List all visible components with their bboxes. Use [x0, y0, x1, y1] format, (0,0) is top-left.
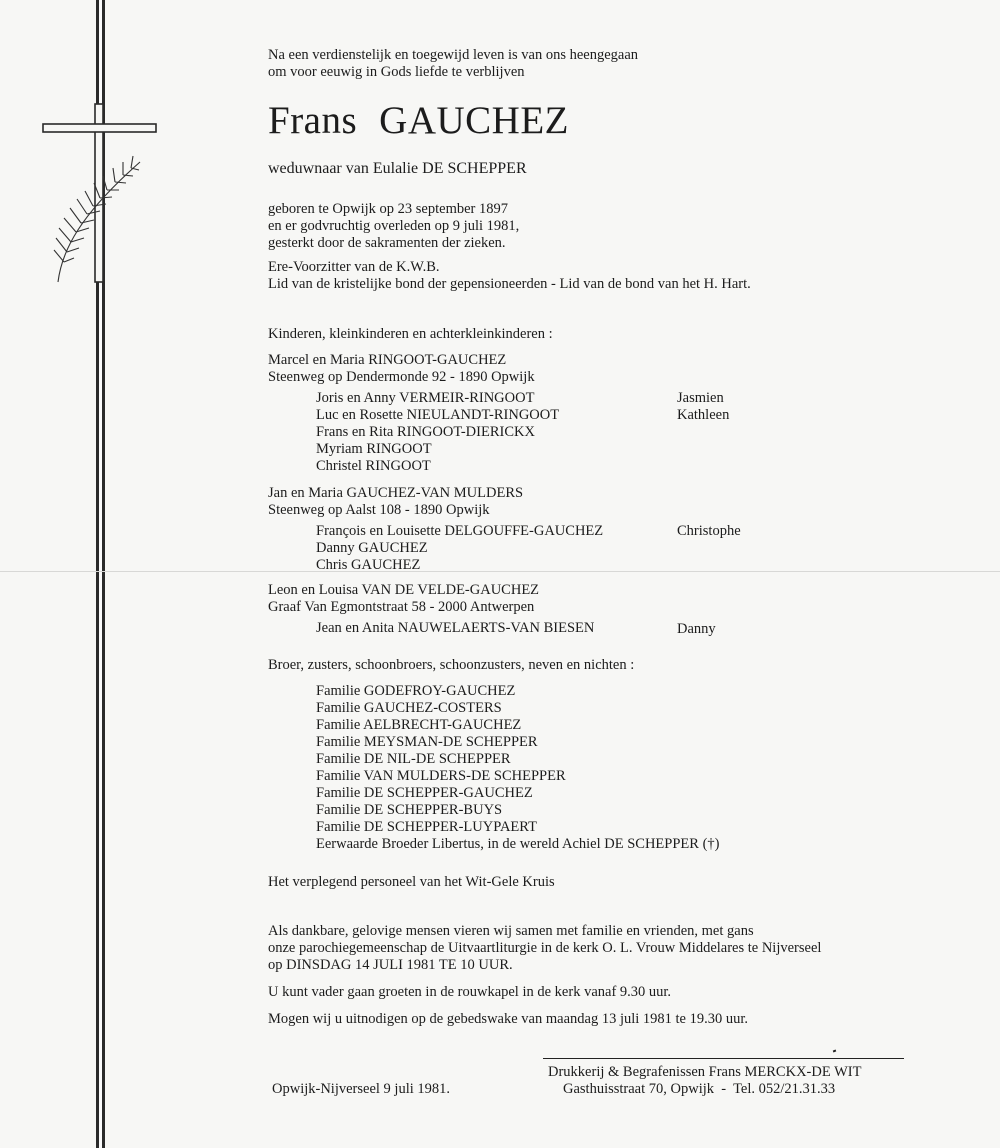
relative-line: Familie DE SCHEPPER-BUYS [316, 802, 503, 818]
great-grandchild: Christophe [677, 523, 741, 539]
grandchild-line: Frans en Rita RINGOOT-DIERICKX [316, 424, 535, 440]
sacraments-line: gesterkt door de sakramenten der zieken. [268, 235, 506, 251]
grandchild-line: Luc en Rosette NIEULANDT-RINGOOT [316, 407, 560, 423]
relative-line: Familie GAUCHEZ-COSTERS [316, 700, 502, 716]
family-parents: Leon en Louisa VAN DE VELDE-GAUCHEZ [268, 582, 540, 598]
deceased-name [268, 98, 569, 144]
printer-divider [543, 1058, 904, 1059]
intro-line-1: Na een verdienstelijk en toegewijd leven is van ons heengegaan [268, 47, 639, 63]
great-grandchild: Jasmien [677, 390, 724, 406]
nursing-line: Het verplegend personeel van het Wit-Gele Kruis [268, 874, 555, 890]
born-line: geboren te Opwijk op 23 september 1897 [268, 201, 509, 217]
ink-mark [833, 1050, 837, 1053]
grandchild-line: Christel RINGOOT [316, 458, 431, 474]
grandchild-line: Chris GAUCHEZ [316, 557, 421, 573]
family-address: Steenweg op Dendermonde 92 - 1890 Opwijk [268, 369, 535, 385]
relative-line: Familie AELBRECHT-GAUCHEZ [316, 717, 522, 733]
relative-line: Eerwaarde Broeder Libertus, in de wereld Achiel DE SCHEPPER (†) [316, 836, 720, 852]
relative-line: Familie DE SCHEPPER-LUYPAERT [316, 819, 537, 835]
cross-with-palm-icon [0, 0, 200, 300]
service-line-1: Als dankbare, gelovige mensen vieren wij samen met familie en vrienden, met gans [268, 923, 754, 939]
grandchild-line: Danny GAUCHEZ [316, 540, 428, 556]
visit-line: U kunt vader gaan groeten in de rouwkapel in de kerk vanaf 9.30 uur. [268, 984, 672, 1000]
family-address: Steenweg op Aalst 108 - 1890 Opwijk [268, 502, 490, 518]
intro-line-2: om voor eeuwig in Gods liefde te verblijven [268, 64, 525, 80]
function-line-2: Lid van de kristelijke bond der gepensioneerden - Lid van de bond van het H. Hart. [268, 276, 751, 292]
service-line-3: op DINSDAG 14 JULI 1981 TE 10 UUR. [268, 957, 513, 973]
relative-line: Familie MEYSMAN-DE SCHEPPER [316, 734, 538, 750]
grandchild-line: François en Louisette DELGOUFFE-GAUCHEZ [316, 523, 604, 539]
family-parents: Marcel en Maria RINGOOT-GAUCHEZ [268, 352, 507, 368]
relative-line: Familie VAN MULDERS-DE SCHEPPER [316, 768, 566, 784]
grandchild-line: Joris en Anny VERMEIR-RINGOOT [316, 390, 535, 406]
relative-line: Familie DE SCHEPPER-GAUCHEZ [316, 785, 533, 801]
wake-line: Mogen wij u uitnodigen op de gebedswake van maandag 13 juli 1981 te 19.30 uur. [268, 1011, 749, 1027]
function-line-1: Ere-Voorzitter van de K.W.B. [268, 259, 440, 275]
died-line: en er godvruchtig overleden op 9 juli 1981, [268, 218, 520, 234]
fold-line [0, 571, 1000, 572]
family-address: Graaf Van Egmontstraat 58 - 2000 Antwerpen [268, 599, 535, 615]
grandchild-line: Myriam RINGOOT [316, 441, 432, 457]
relative-line: Familie DE NIL-DE SCHEPPER [316, 751, 511, 767]
relatives-heading: Broer, zusters, schoonbroers, schoonzusters, neven en nichten : [268, 657, 635, 673]
place-date: Opwijk-Nijverseel 9 juli 1981. [272, 1081, 451, 1097]
great-grandchild: Kathleen [677, 407, 730, 423]
first-name: Frans [268, 99, 358, 142]
widower-line: weduwnaar van Eulalie DE SCHEPPER [268, 160, 527, 177]
last-name: GAUCHEZ [379, 99, 569, 142]
printer-line-2: Gasthuisstraat 70, Opwijk - Tel. 052/21.31.33 [563, 1081, 836, 1097]
service-line-2: onze parochiegemeenschap de Uitvaartliturgie in de kerk O. L. Vrouw Middelares te Nijverseel [268, 940, 822, 956]
relative-line: Familie GODEFROY-GAUCHEZ [316, 683, 516, 699]
children-heading: Kinderen, kleinkinderen en achterkleinkinderen : [268, 326, 553, 342]
great-grandchild: Danny [677, 621, 716, 637]
family-parents: Jan en Maria GAUCHEZ-VAN MULDERS [268, 485, 524, 501]
printer-line-1: Drukkerij & Begrafenissen Frans MERCKX-DE WIT [548, 1064, 862, 1080]
grandchild-line: Jean en Anita NAUWELAERTS-VAN BIESEN [316, 620, 595, 636]
